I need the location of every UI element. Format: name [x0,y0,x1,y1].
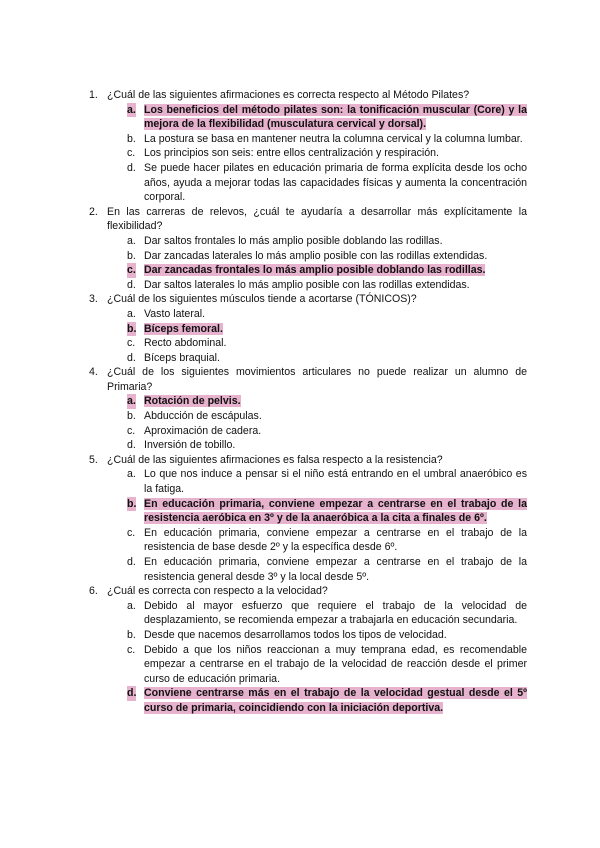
option-letter: c. [127,147,136,160]
option-item [107,599,527,628]
option-item [107,628,527,643]
option-text: Rotación de pelvis. [144,395,241,408]
option-item [107,438,527,453]
option-item [107,146,527,161]
option-letter: c. [127,264,136,277]
question-number: 2. [89,205,98,218]
question-item [89,453,527,584]
option-text: Dar saltos laterales lo más amplio posible con las rodillas extendidas. [144,278,470,291]
option-item [107,424,527,439]
option-letter: d. [127,161,136,174]
option-text: Conviene centrarse más en el trabajo de la velocidad gestual desde el 5º curso de primaria, coincidiendo con la iniciación deportiva. [144,687,527,714]
option-text: Los beneficios del método pilates son: la tonificación muscular (Core) y la mejora de la flexibilidad (musculatura cervical y dorsal). [144,103,527,131]
option-text: Bíceps braquial. [144,351,220,364]
option-letter: a. [127,468,136,481]
option-list [107,307,527,365]
question-number: 5. [89,453,98,466]
option-item [107,409,527,424]
option-item [107,307,527,322]
option-item [107,249,527,264]
option-text: Lo que nos induce a pensar si el niño está entrando en el umbral anaeróbico es la fatiga. [144,468,527,496]
question-text: ¿Cuál de las siguientes afirmaciones es falsa respecto a la resistencia? [107,453,443,466]
option-item [107,526,527,555]
option-item [107,467,527,496]
option-letter: d. [127,687,137,700]
option-letter: d. [127,439,136,452]
option-text: Aproximación de cadera. [144,424,262,437]
option-letter: a. [127,395,136,408]
option-text: Bíceps femoral. [144,322,223,335]
question-item [89,88,527,205]
option-letter: d. [127,351,136,364]
question-item [89,584,527,715]
option-item-correct [107,103,527,132]
option-text: En educación primaria, conviene empezar a centrarse en el trabajo de la resistencia general desde 3º y la local desde 5º. [144,556,527,583]
question-item [89,365,527,453]
option-text: La postura se basa en mantener neutra la columna cervical y la columna lumbar. [144,132,523,145]
question-text: ¿Cuál de las siguientes afirmaciones es correcta respecto al Método Pilates? [107,89,470,101]
question-text: ¿Cuál es correcta con respecto a la velocidad? [107,585,328,598]
option-item-correct [107,322,527,337]
question-list [89,88,527,716]
option-item [107,132,527,147]
option-text: En educación primaria, conviene empezar a centrarse en el trabajo de la resistencia de base desde 2º y la específica desde 6º. [144,526,527,554]
option-item-correct [107,497,527,526]
option-text: Los principios son seis: entre ellos centralización y respiración. [144,147,440,160]
option-letter: b. [127,410,136,423]
question-item [89,292,527,365]
option-text: Debido a que los niños reaccionan a muy temprana edad, es recomendable empezar a centrarse en el trabajo de la velocidad de reacción desde el primer curso de educación primaria. [144,643,527,685]
question-item [89,205,527,293]
option-text: Se puede hacer pilates en educación primaria de forma explícita desde los ocho años, ayuda a mejorar todas las capacidades físicas y aumenta la concentración corporal. [144,161,527,204]
option-text: Desde que nacemos desarrollamos todos los tipos de velocidad. [144,628,447,641]
option-text: Vasto lateral. [144,307,206,320]
option-list [107,599,527,716]
option-letter: c. [127,337,136,350]
option-letter: d. [127,556,136,568]
option-letter: a. [127,307,136,320]
option-text: Debido al mayor esfuerzo que requiere el trabajo de la velocidad de desplazamiento, se recomienda empezar a trabajarla en educación secundaria. [144,599,527,627]
option-item-correct [107,263,527,278]
option-item-correct [107,686,527,715]
option-text: Dar saltos frontales lo más amplio posible doblando las rodillas. [144,234,443,247]
question-text: ¿Cuál de los siguientes músculos tiende a acortarse (TÓNICOS)? [107,293,417,306]
option-letter: c. [127,424,136,437]
option-letter: c. [127,643,136,656]
question-number: 1. [89,89,98,101]
option-letter: b. [127,628,136,641]
question-number: 6. [89,585,98,598]
option-item [107,351,527,366]
question-text: En las carreras de relevos, ¿cuál te ayudaría a desarrollar más explícitamente la flexibilidad? [107,205,527,233]
option-item [107,161,527,205]
option-list [107,234,527,292]
option-text: Recto abdominal. [144,337,227,350]
question-number: 4. [89,366,98,379]
option-item [107,336,527,351]
option-item [107,643,527,687]
option-letter: b. [127,322,137,335]
option-list [107,394,527,452]
option-letter: b. [127,497,137,510]
option-item [107,234,527,249]
option-item-correct [107,394,527,409]
option-letter: b. [127,132,136,145]
option-list [107,103,527,205]
option-letter: d. [127,278,136,291]
option-text: Inversión de tobillo. [144,439,236,452]
option-text: Dar zancadas frontales lo más amplio posible doblando las rodillas. [144,264,486,277]
option-letter: a. [127,103,136,116]
option-item [107,555,527,584]
option-text: Dar zancadas laterales lo más amplio posible con las rodillas extendidas. [144,249,488,262]
question-number: 3. [89,293,98,306]
option-item [107,278,527,293]
option-text: Abducción de escápulas. [144,410,262,423]
option-letter: b. [127,249,136,262]
option-list [107,467,527,584]
option-letter: a. [127,599,136,612]
option-letter: a. [127,234,136,247]
option-text: En educación primaria, conviene empezar a centrarse en el trabajo de la resistencia aeróbica en 3º y de la anaeróbica a la cita a finales de 6º. [144,497,527,525]
question-text: ¿Cuál de los siguientes movimientos articulares no puede realizar un alumno de Primaria? [107,366,527,393]
option-letter: c. [127,526,136,539]
